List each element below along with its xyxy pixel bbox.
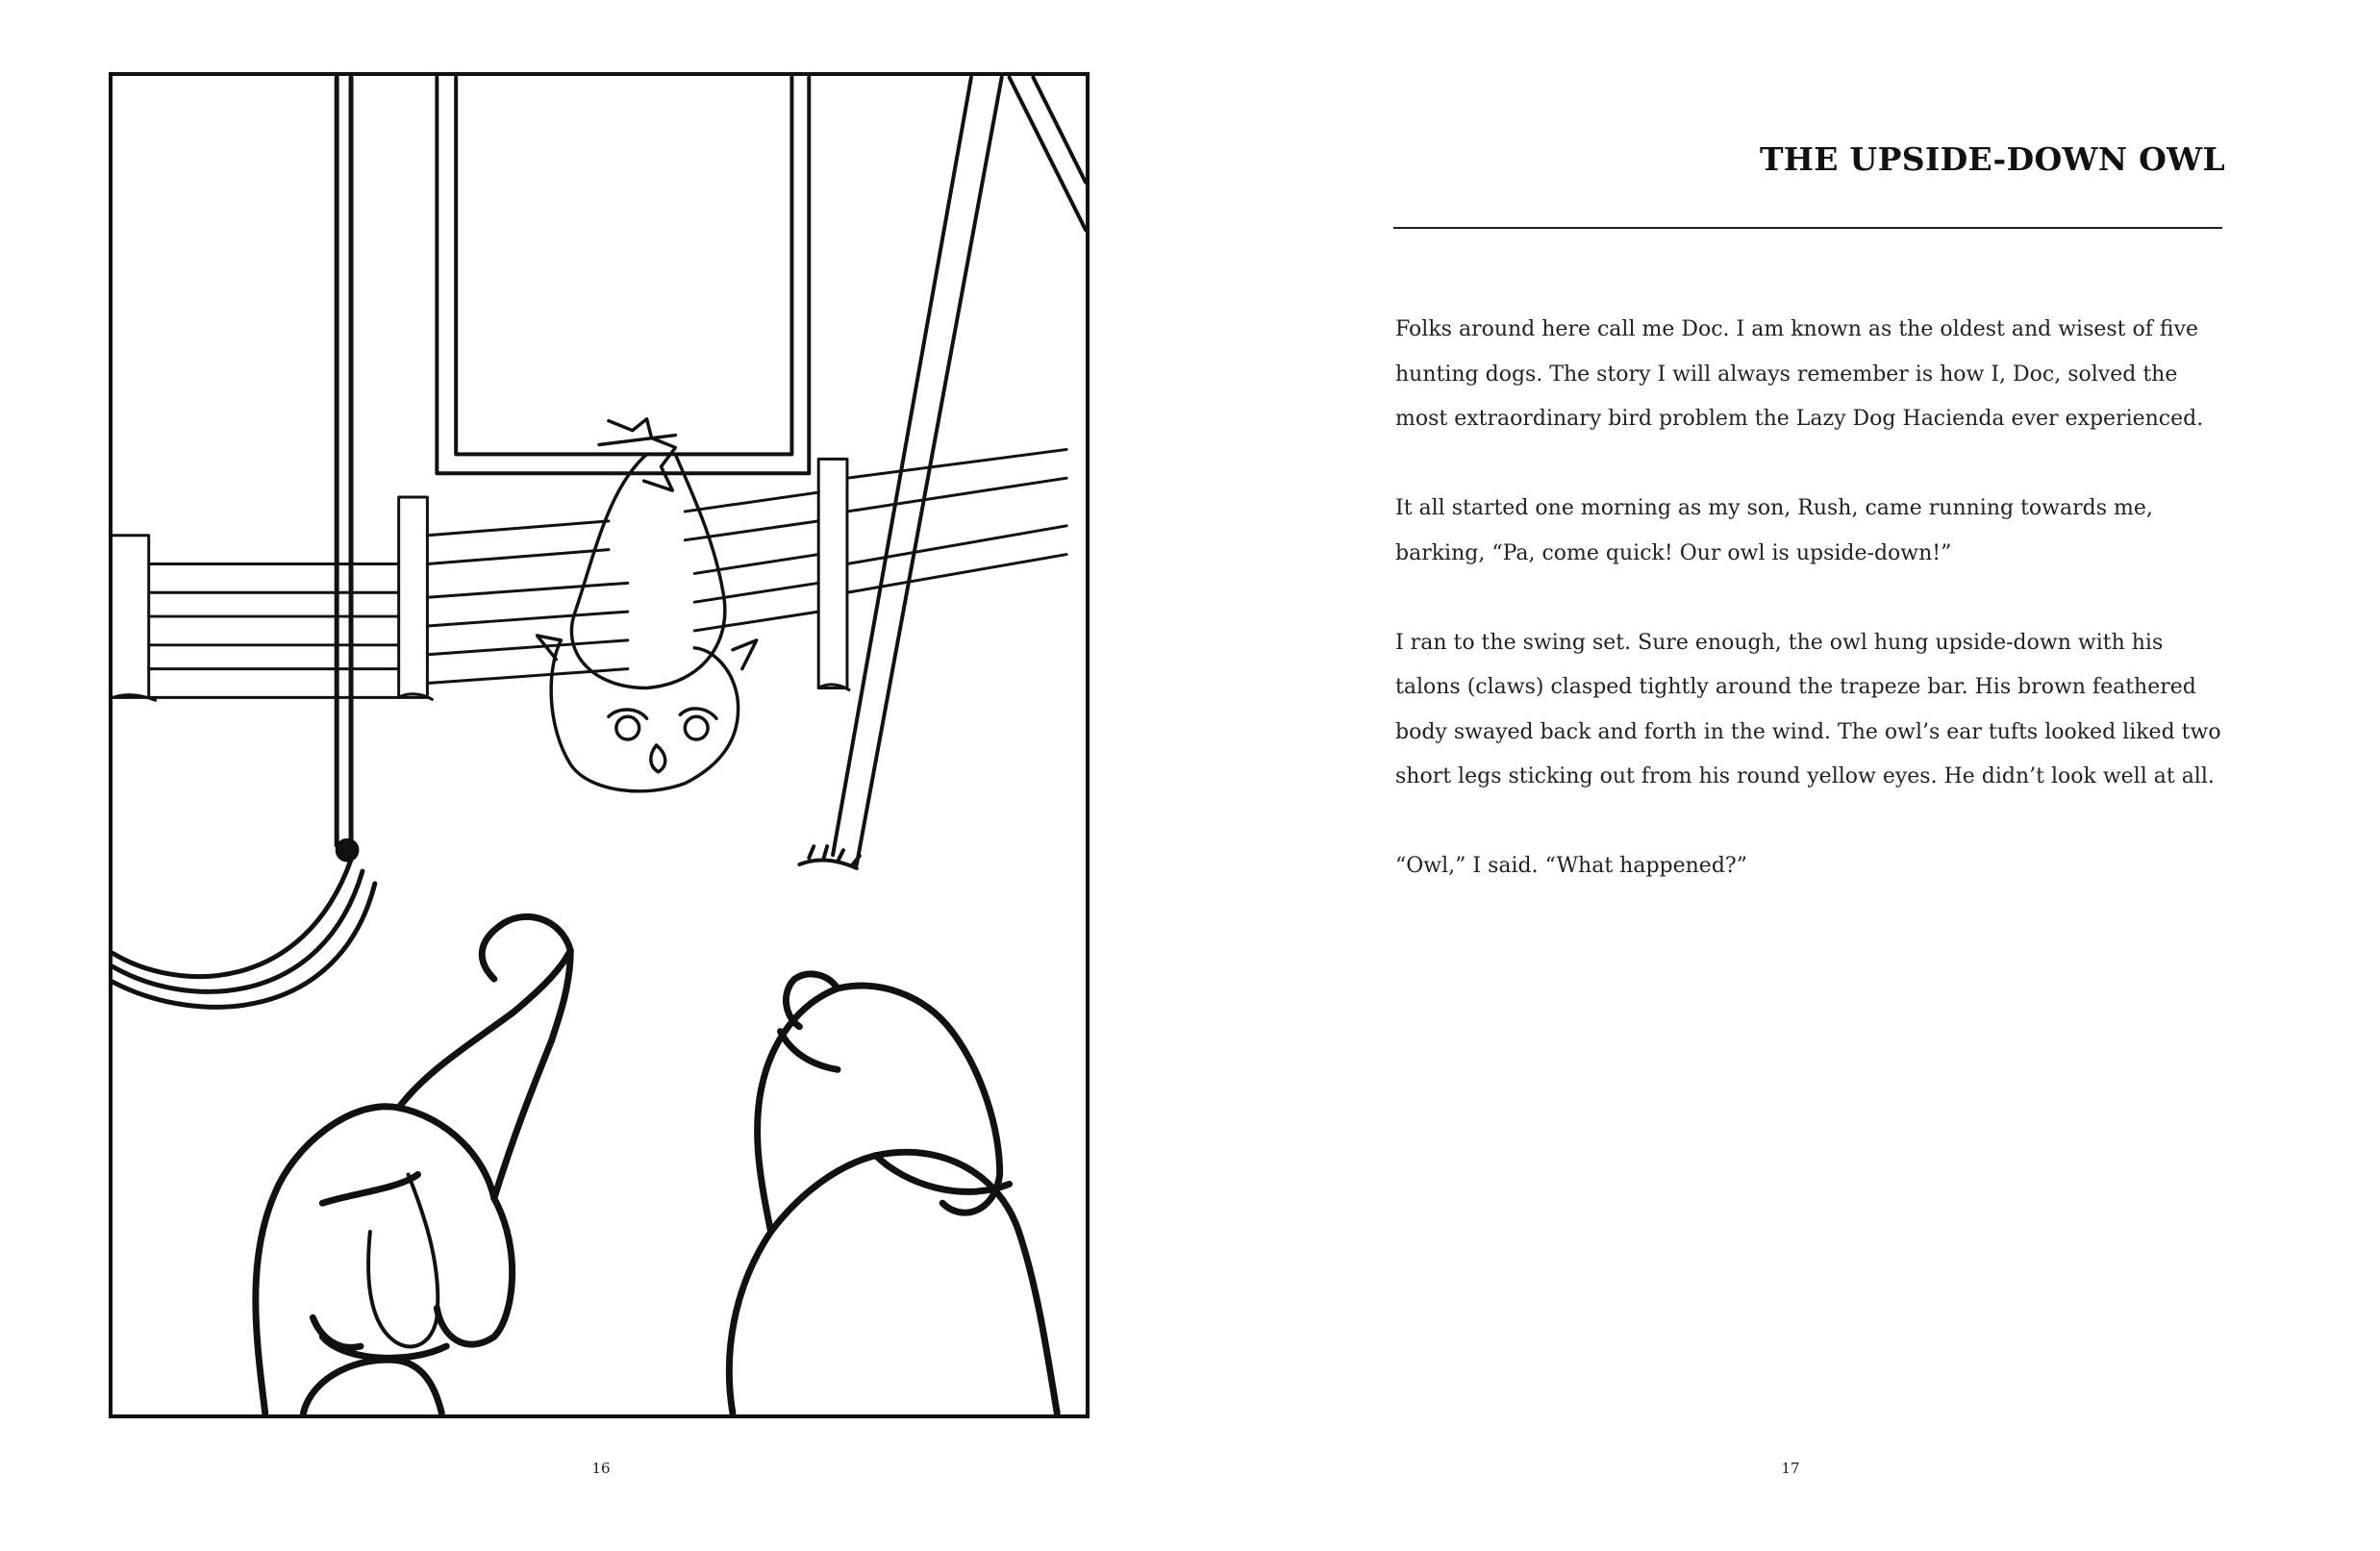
dog-left-ear: [368, 1174, 438, 1346]
page-number-right: 17: [1781, 1460, 1800, 1477]
page-number-left: 16: [591, 1460, 611, 1477]
illustration-frame: [109, 72, 1090, 1418]
story-body: [1395, 308, 2232, 934]
trapeze: [437, 77, 809, 473]
story-paragraph: It all started one morning as my son, Rush, came running towards me, barking, “Pa, come quick! Our owl is upside-down!”: [1395, 496, 2153, 565]
story-paragraph: I ran to the swing set. Sure enough, the owl hung upside-down with his talons (claws) clasped tightly around the trapeze bar. His brown feathered body swayed back and forth in the wind. The owl’s ear tufts looked liked two short legs sticking out from his round yellow eyes. He didn’t look well at all.: [1395, 630, 2221, 788]
story-title: THE UPSIDE-DOWN OWL: [1759, 140, 2226, 178]
dog-left: [256, 916, 570, 1413]
dog-right: [729, 974, 1057, 1413]
right-page: [1190, 0, 2380, 1551]
story-paragraph: “Owl,” I said. “What happened?”: [1395, 854, 1747, 878]
story-paragraph: Folks around here call me Doc. I am known as the oldest and wisest of five hunting dogs. The story I will always remember is how I, Doc, solved the most extraordinary bird problem the Lazy Dog Hacienda ever experienced.: [1395, 317, 2204, 431]
wooden-fence: [113, 449, 1066, 700]
owl-and-dogs-illustration: [113, 76, 1086, 1414]
swing-poles: [799, 77, 1086, 867]
title-divider: [1393, 227, 2222, 229]
swing-rope: [113, 77, 375, 1007]
